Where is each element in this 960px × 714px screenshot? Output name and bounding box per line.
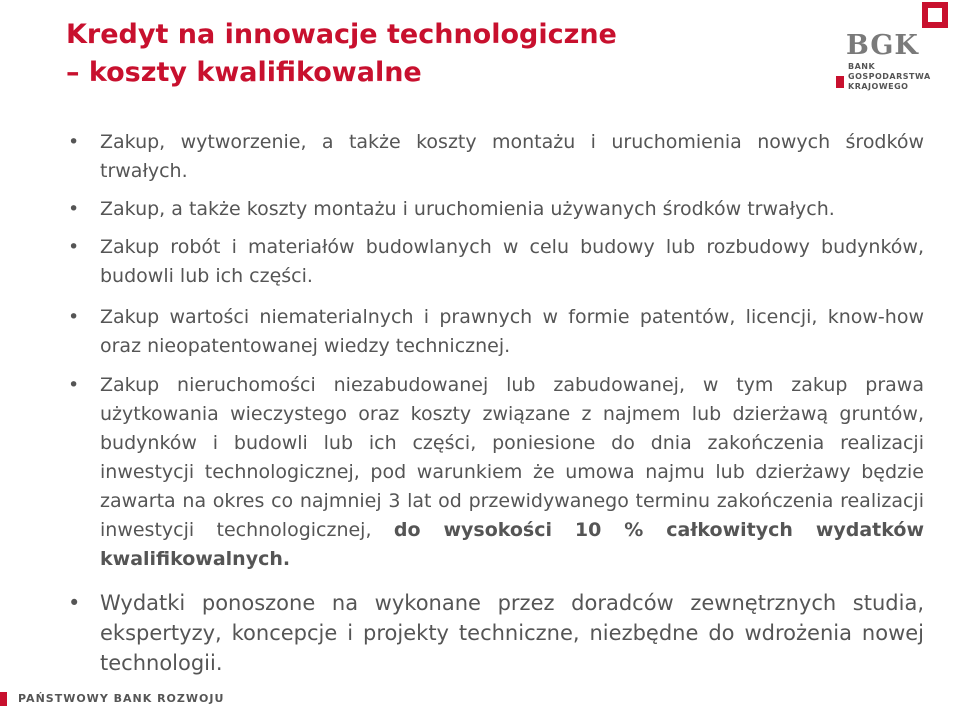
logo-subtitle-line-2: KRAJOWEGO [848, 82, 909, 91]
logo-square-icon [922, 2, 948, 28]
bullet-text: Wydatki ponoszone na wykonane przez doradców zewnętrznych studia, ekspertyzy, koncepcje i projekty techniczne, niezbędne do wdrożenia nowej technologii. [100, 591, 924, 675]
bullet-list [66, 128, 924, 678]
bullet-item [66, 371, 924, 574]
logo-accent-bar [836, 76, 844, 88]
bullet-text: Zakup, a także koszty montażu i uruchomienia używanych środków trwałych. [100, 198, 835, 220]
bullet-text: Zakup robót i materiałów budowlanych w celu budowy lub rozbudowy budynków, budowli lub ich części. [100, 236, 924, 287]
title-line-1: Kredyt na innowacje technologiczne [66, 19, 617, 50]
logo-subtitle-line-1: BANK GOSPODARSTWA [848, 62, 931, 81]
bullet-item [66, 303, 924, 361]
logo-wordmark: BGK [846, 30, 919, 61]
logo-subtitle [848, 62, 958, 92]
title-line-2: – koszty kwalifikowalne [66, 57, 422, 88]
bullet-text: Zakup wartości niematerialnych i prawnych w formie patentów, licencji, know-how oraz nieopatentowanej wiedzy technicznej. [100, 306, 924, 357]
footer-label: PAŃSTWOWY BANK ROZWOJU [18, 692, 225, 705]
bullet-bold-text: do wysokości 10 % całkowitych wydatków kwalifikowalnych. [100, 519, 924, 570]
bullet-item [66, 588, 924, 678]
slide-title [66, 16, 617, 92]
footer-accent-bar [0, 692, 7, 706]
bgk-logo [820, 0, 960, 92]
bullet-text: Zakup, wytworzenie, a także koszty montażu i uruchomienia nowych środków trwałych. [100, 131, 924, 182]
bullet-item [66, 195, 924, 224]
bullet-item [66, 128, 924, 186]
content-area [66, 128, 924, 678]
bullet-item [66, 233, 924, 291]
bullet-text: Zakup nieruchomości niezabudowanej lub zabudowanej, w tym zakup prawa użytkowania wieczystego oraz koszty związane z najmem lub dzierżawą gruntów, budynków i budowli lub ich części, poniesione do dnia zakończenia realizacji inwestycji technologicznej, pod warunkiem że umowa najmu lub dzierżawy będzie zawarta na okres co najmniej 3 lat od przewidywanego terminu zakończenia realizacji inwestycji technologicznej, [100, 374, 924, 541]
